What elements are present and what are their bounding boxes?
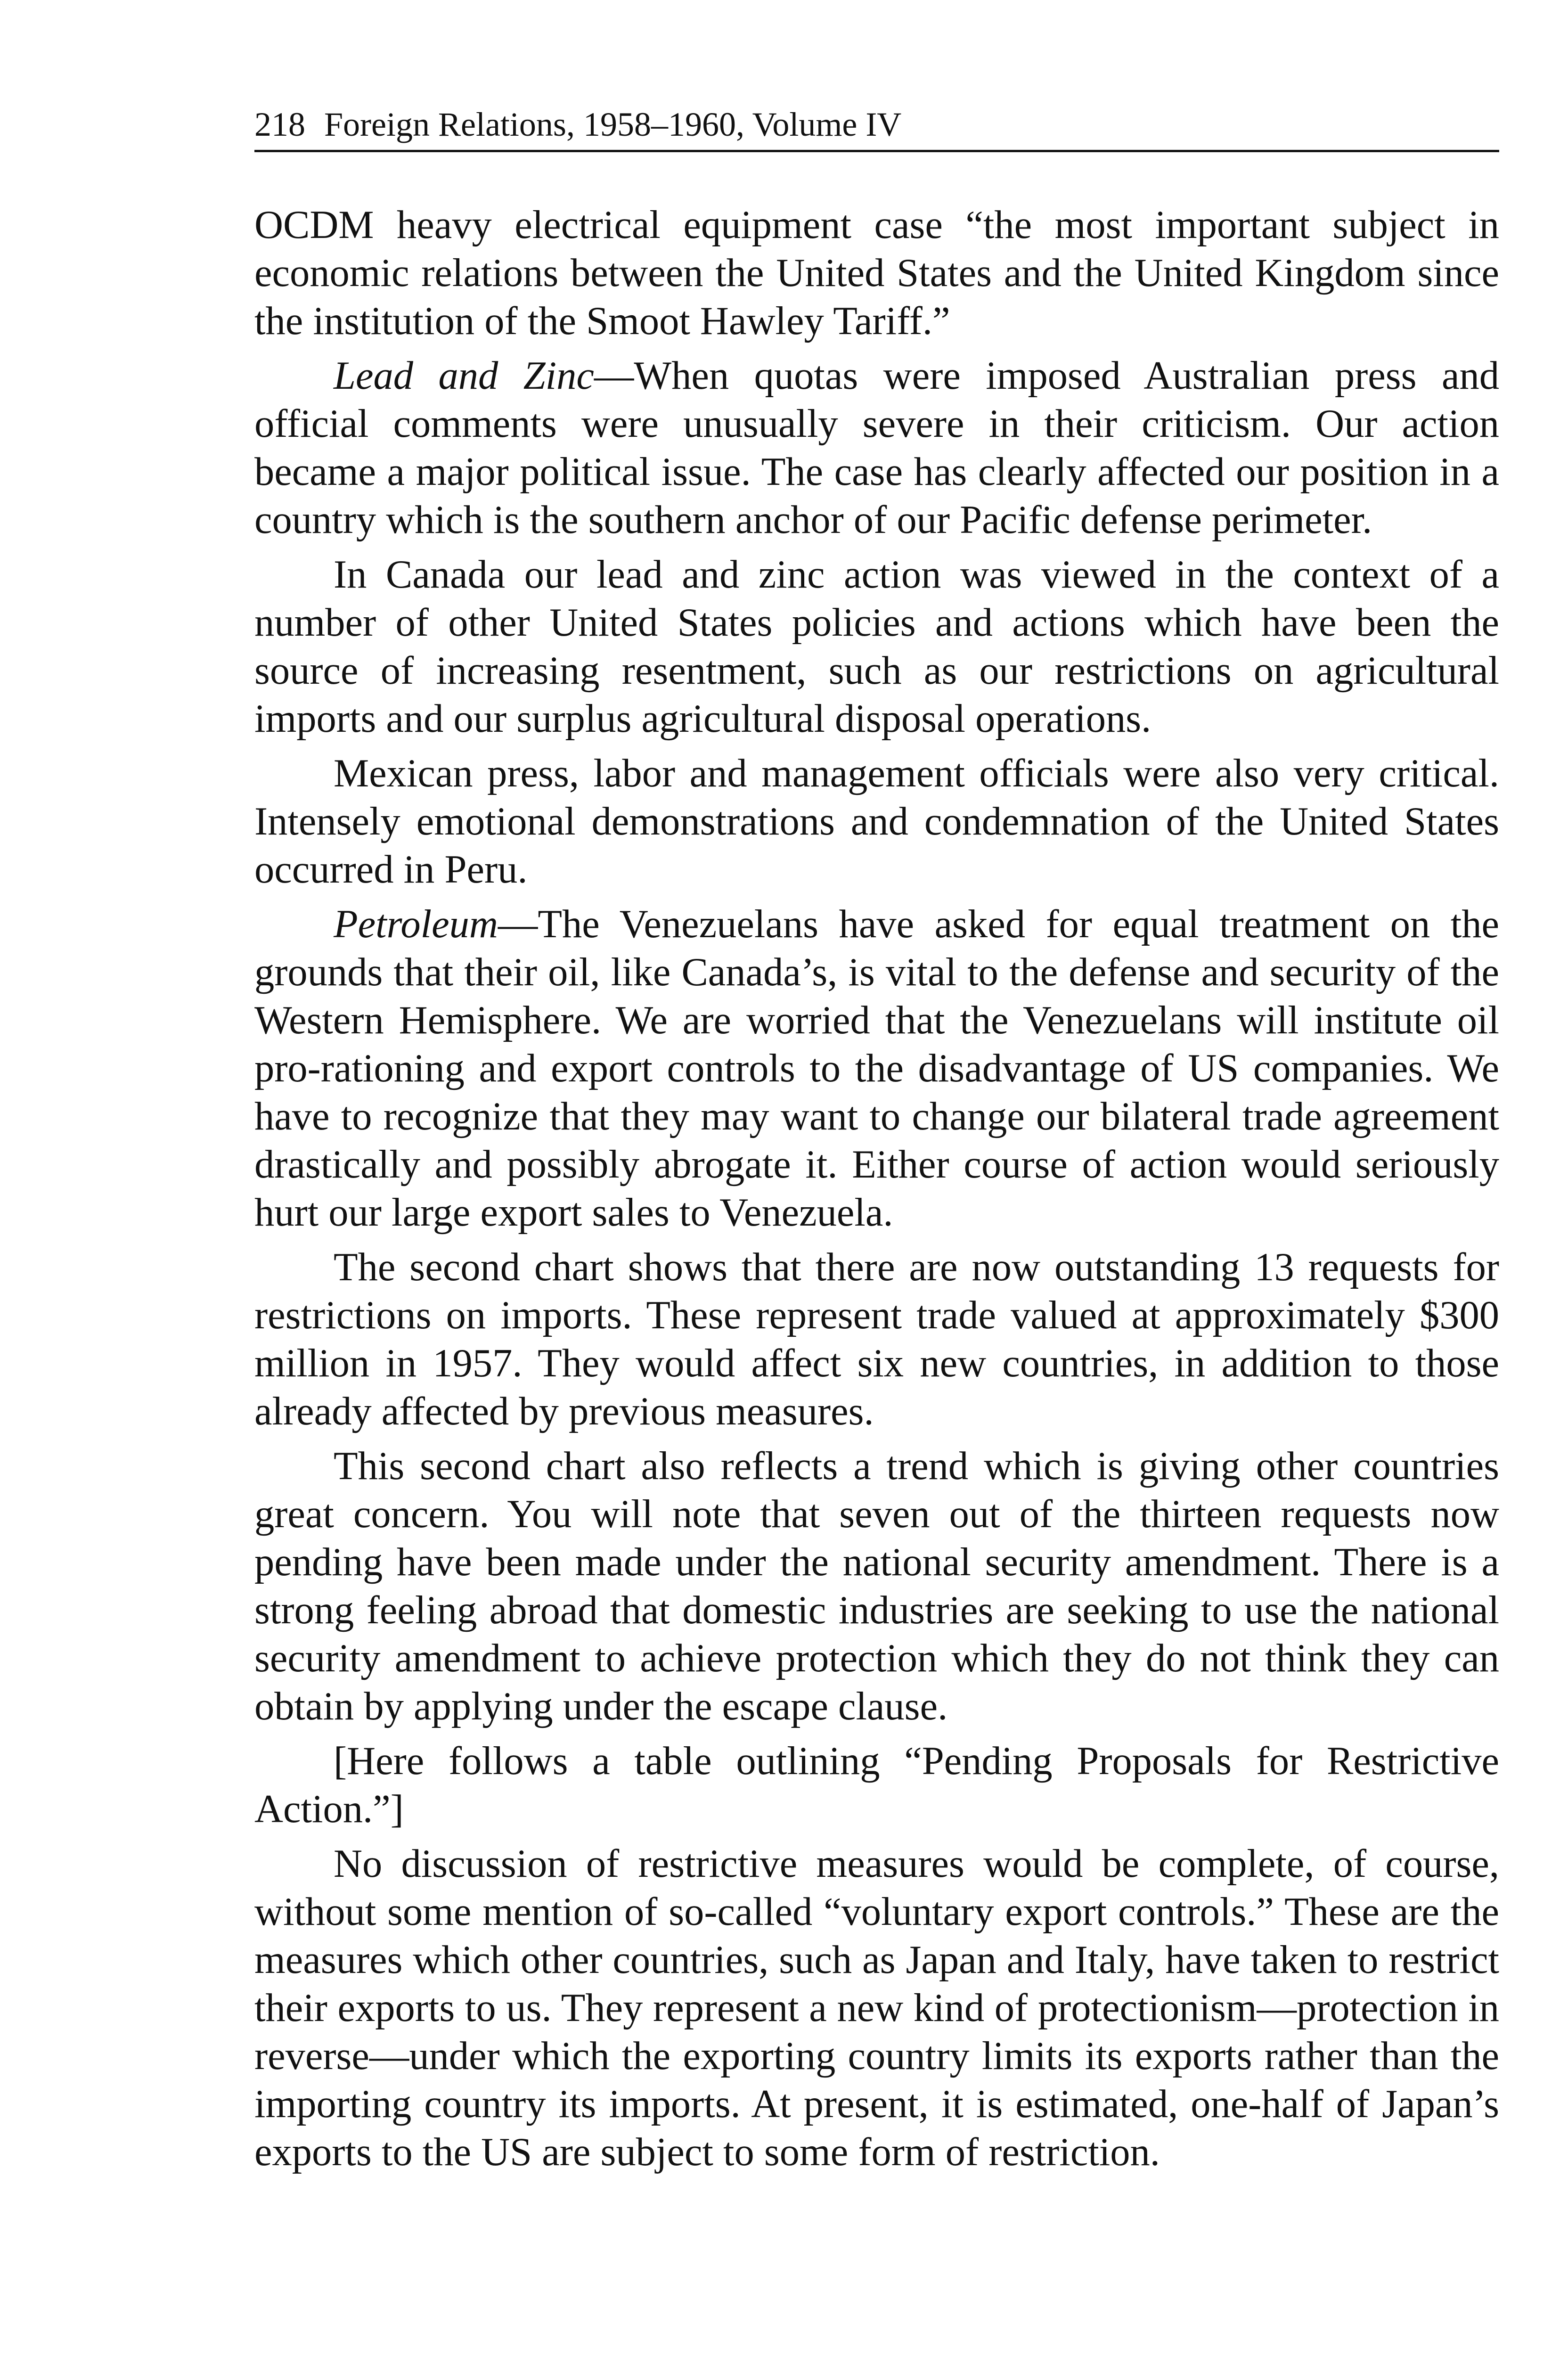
running-head	[254, 101, 1499, 152]
paragraph-mexico-peru	[254, 750, 1499, 894]
page-number: 218	[254, 106, 305, 143]
paragraph-text: Mexican press, labor and management officials were also very critical. Intensely emotional demonstrations and condemnation of the United States occurred in Peru.	[254, 752, 1499, 892]
run-in-heading-petroleum: Petroleum	[334, 902, 498, 946]
paragraph-national-security	[254, 1442, 1499, 1731]
paragraph-text: OCDM heavy electrical equipment case “the most important subject in economic relations between the United States and the United Kingdom since the institution of the Smoot Hawley Tariff.”	[254, 203, 1499, 343]
body-text	[254, 201, 1499, 2176]
volume-title: Foreign Relations, 1958–1960, Volume IV	[324, 106, 902, 143]
paragraph-text: —When quotas were imposed Australian press and official comments were unusually severe in their criticism. Our action became a major political issue. The case has clearly affected our position in a country which is the southern anchor of our Pacific defense perimeter.	[254, 354, 1499, 542]
paragraph-voluntary-controls	[254, 1840, 1499, 2176]
paragraph-text: [Here follows a table outlining “Pending Proposals for Restrictive Action.”]	[254, 1739, 1499, 1831]
paragraph-lead-and-zinc	[254, 352, 1499, 544]
paragraph-editorial-note	[254, 1737, 1499, 1833]
paragraph-second-chart	[254, 1243, 1499, 1436]
paragraph-petroleum	[254, 900, 1499, 1237]
paragraph-text: —The Venezuelans have asked for equal treatment on the grounds that their oil, like Canada’s, is vital to the defense and security of the Western Hemisphere. We are worried that the Venezuelans will institute oil pro-rationing and export controls to the disadvantage of US companies. We have to recognize that they may want to change our bilateral trade agreement drastically and possibly abrogate it. Either course of action would seriously hurt our large export sales to Venezuela.	[254, 902, 1499, 1235]
paragraph-continued	[254, 201, 1499, 345]
paragraph-text: No discussion of restrictive measures would be complete, of course, without some mention of so-called “voluntary export controls.” These are the measures which other countries, such as Japan and Italy, have taken to restrict their exports to us. They represent a new kind of protectionism—protection in reverse—under which the exporting country limits its exports rather than the importing country its imports. At present, it is estimated, one-half of Japan’s exports to the US are subject to some form of restriction.	[254, 1842, 1499, 2174]
paragraph-text: In Canada our lead and zinc action was viewed in the context of a number of other United States policies and actions which have been the source of increasing resentment, such as our restrictions on agricultural imports and our surplus agricultural disposal operations.	[254, 553, 1499, 741]
paragraph-canada	[254, 551, 1499, 743]
paragraph-text: The second chart shows that there are now outstanding 13 requests for restrictions on imports. These represent trade valued at approximately $300 million in 1957. They would affect six new countries, in addition to those already affected by previous measures.	[254, 1245, 1499, 1433]
paragraph-text: This second chart also reflects a trend which is giving other countries great concern. You will note that seven out of the thirteen requests now pending have been made under the national security amendment. There is a strong feeling abroad that domestic industries are seeking to use the national security amendment to achieve protection which they do not think they can obtain by applying under the escape clause.	[254, 1444, 1499, 1728]
run-in-heading-lead-and-zinc: Lead and Zinc	[334, 354, 594, 398]
